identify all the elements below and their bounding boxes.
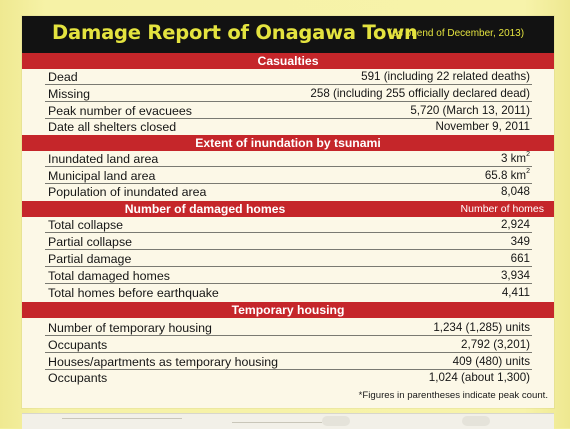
table-row (45, 234, 532, 250)
section-title: Extent of inundation by tsunami (195, 136, 381, 150)
footnote: *Figures in parentheses indicate peak count. (358, 390, 548, 401)
section-title: Temporary housing (231, 303, 345, 317)
row-value: 258 (including 255 officially declared dead) (310, 87, 530, 100)
table-row (45, 268, 532, 284)
row-value: November 9, 2011 (435, 120, 530, 133)
table-row (45, 119, 532, 134)
row-label: Houses/apartments as temporary housing (48, 355, 279, 369)
row-value: 8,048 (500, 185, 530, 198)
section-title: Number of damaged homes (124, 202, 286, 216)
row-label: Partial collapse (48, 235, 133, 249)
map-land (462, 416, 490, 426)
row-label: Total homes before earthquake (48, 286, 219, 300)
section-header-inundation (22, 135, 554, 151)
row-label: Municipal land area (48, 169, 156, 183)
row-label: Missing (48, 87, 90, 101)
title-date-note: (as of end of December, 2013) (389, 28, 525, 39)
row-label: Total collapse (48, 218, 124, 232)
map-panel (22, 413, 554, 429)
row-label: Occupants (48, 338, 108, 352)
page-title: Damage Report of Onagawa Town (52, 21, 418, 44)
row-value: 349 (510, 235, 530, 248)
row-value: 591 (including 22 related deaths) (361, 70, 530, 83)
title-bar (22, 16, 554, 54)
table-row (45, 86, 532, 102)
row-value: 3,934 (500, 269, 530, 282)
row-label: Total damaged homes (48, 269, 170, 283)
value-number: 65.8 km (484, 169, 527, 182)
section-header-damaged-homes (22, 201, 554, 217)
table-row (45, 151, 532, 167)
table-row (45, 251, 532, 267)
section-header-temporary-housing (22, 302, 554, 318)
row-value: 4,411 (501, 286, 530, 299)
table-row (45, 184, 532, 199)
row-value: 2,792 (3,201) (461, 338, 530, 351)
row-label: Peak number of evacuees (48, 104, 192, 118)
row-value (501, 151, 530, 165)
row-label: Date all shelters closed (48, 120, 177, 134)
row-label: Partial damage (48, 252, 132, 266)
unit-superscript: 2 (526, 168, 530, 175)
table-row (45, 337, 532, 353)
table-row (45, 320, 532, 336)
table-row (45, 217, 532, 233)
map-road (62, 418, 182, 419)
row-value: 1,024 (about 1,300) (428, 371, 530, 384)
row-value: 661 (510, 252, 530, 265)
row-label: Dead (48, 70, 78, 84)
row-label: Population of inundated area (48, 185, 207, 199)
table-row (45, 354, 532, 370)
table-row (45, 285, 532, 300)
map-road (232, 422, 322, 423)
map-land (322, 416, 350, 426)
row-value: 1,234 (1,285) units (433, 321, 530, 334)
section-header-casualties (22, 53, 554, 69)
section-title: Casualties (257, 54, 319, 68)
column-header: Number of homes (460, 203, 544, 215)
row-value (485, 168, 530, 182)
row-value: 2,924 (500, 218, 530, 231)
table-row (45, 370, 532, 385)
row-value: 409 (480) units (452, 355, 530, 368)
unit-superscript: 2 (526, 151, 530, 158)
table-row (45, 103, 532, 119)
row-label: Inundated land area (48, 152, 159, 166)
row-value: 5,720 (March 13, 2011) (410, 104, 530, 117)
row-label: Number of temporary housing (48, 321, 212, 335)
table-row (45, 69, 532, 85)
table-row (45, 168, 532, 184)
value-number: 3 km (500, 152, 527, 165)
row-label: Occupants (48, 371, 108, 385)
